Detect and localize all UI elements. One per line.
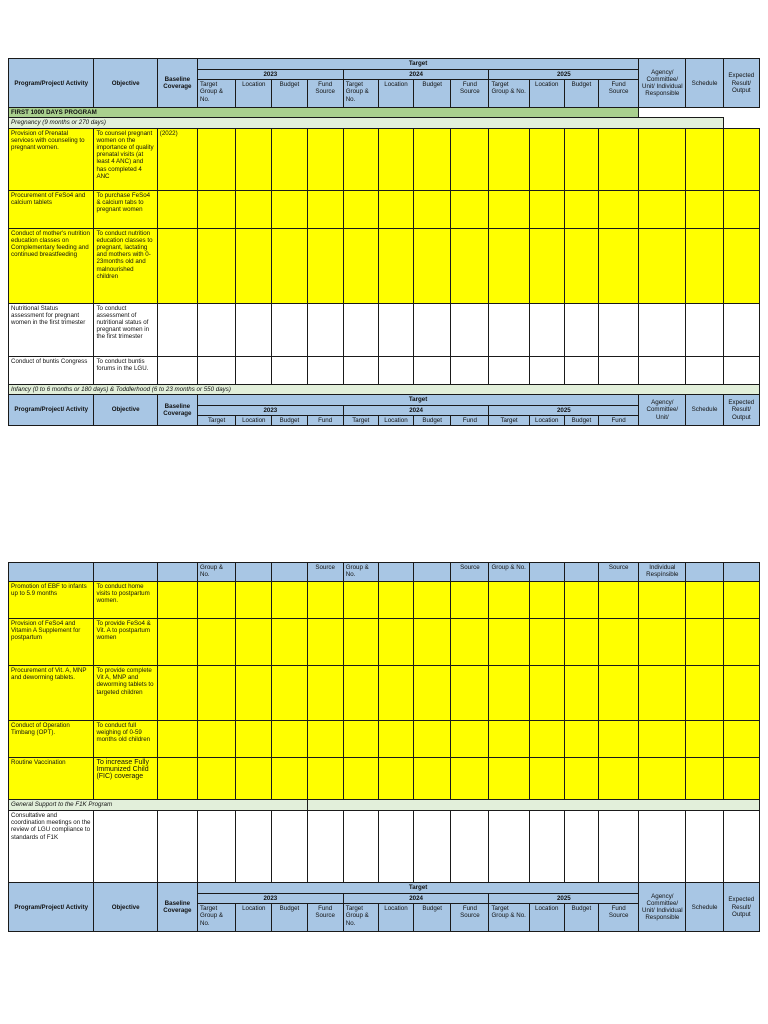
subhdr-target: Target — [343, 416, 378, 426]
table-row — [9, 619, 760, 666]
table-row — [9, 228, 760, 303]
header-year-2024: 2024 — [343, 894, 489, 904]
subhdr-location: Location — [529, 80, 564, 108]
subhdr-target-group: Target Group & No. — [197, 80, 235, 108]
section-title: FIRST 1000 DAYS PROGRAM — [9, 108, 639, 118]
header-objective: Objective — [94, 394, 157, 425]
header-baseline: Baseline Coverage — [157, 394, 197, 425]
objective-cell — [94, 811, 157, 883]
header-program: Program/Project/ Activity — [9, 883, 94, 932]
subhdr-target-group: Target Group & No. — [343, 80, 378, 108]
subhdr-budget: Budget — [564, 416, 598, 426]
objective-cell: To counsel pregnant women on the importance of quality prenatal visits (at least 4 ANC) and has completed 4 ANC — [94, 128, 157, 190]
subhdr-target: Target — [489, 416, 529, 426]
subhdr-budget: Budget — [272, 80, 307, 108]
objective-cell: To conduct nutrition education classes to pregnant, lactating and mothers with 0-23months old and malnourished children — [94, 228, 157, 303]
subhdr-budget: Budget — [414, 80, 451, 108]
header-expected: Expected Result/ Output — [723, 883, 759, 932]
table-row — [9, 758, 760, 800]
header-program: Program/Project/ Activity — [9, 59, 94, 108]
objective-cell: To conduct buntis forums in the LGU. — [94, 356, 157, 384]
program-cell: Provision of Prenatal services with counseling to pregnant women. — [9, 128, 94, 190]
subhdr-fund-source: Fund Source — [451, 904, 489, 932]
header-schedule: Schedule — [686, 59, 723, 108]
program-cell: Procurement of FeSo4 and calcium tablets — [9, 190, 94, 228]
cont-fund-source: Source — [307, 563, 343, 582]
subhdr-fund-source: Fund Source — [451, 80, 489, 108]
subhdr-location: Location — [378, 80, 413, 108]
table-row — [9, 303, 760, 356]
subhdr-target-group: Target Group & No. — [489, 80, 529, 108]
header-target: Target — [197, 883, 638, 894]
header-year-2023: 2023 — [197, 894, 343, 904]
header-expected: Expected Result/ Output — [723, 59, 759, 108]
objective-cell: To conduct assessment of nutritional status of pregnant women in the first trimester — [94, 303, 157, 356]
subhdr-fund-source: Fund Source — [307, 904, 343, 932]
header-year-2025: 2025 — [489, 70, 639, 80]
table-row — [9, 666, 760, 721]
header-target: Target — [197, 59, 638, 70]
cont-target-group: Group & No. — [343, 563, 378, 582]
program-cell: Conduct of Operation Timbang (OPT). — [9, 721, 94, 758]
subhdr-location: Location — [236, 904, 272, 932]
header-target: Target — [197, 394, 638, 405]
header-year-2024: 2024 — [343, 405, 489, 415]
program-cell: Procurement of Vit. A, MNP and deworming tablets. — [9, 666, 94, 721]
plan-table-page2 — [8, 562, 760, 932]
header-objective: Objective — [94, 883, 157, 932]
table-row — [9, 356, 760, 384]
subhdr-location: Location — [529, 416, 564, 426]
pregnancy-label: Pregnancy (9 months or 270 days) — [9, 118, 724, 128]
program-cell: Routine Vaccination — [9, 758, 94, 800]
table-row — [9, 811, 760, 883]
header-year-2025: 2025 — [489, 894, 639, 904]
subhdr-location: Location — [378, 904, 413, 932]
header-year-2025: 2025 — [489, 405, 639, 415]
objective-cell: To purchase FeSo4 & calcium tabs to pregnant women — [94, 190, 157, 228]
objective-cell: To conduct home visits to postpartum women. — [94, 582, 157, 619]
header-schedule: Schedule — [686, 883, 723, 932]
cont-fund-source: Source — [451, 563, 489, 582]
subhdr-budget: Budget — [272, 416, 307, 426]
header-baseline: Baseline Coverage — [157, 883, 197, 932]
subhdr-location: Location — [529, 904, 564, 932]
program-cell: Conduct of mother's nutrition education classes on Complementary feeding and continued breastfeeding — [9, 228, 94, 303]
cont-agency: Individual Respínsible — [639, 563, 686, 582]
table-row — [9, 190, 760, 228]
subhdr-fund: Fund — [307, 416, 343, 426]
subhdr-budget: Budget — [272, 904, 307, 932]
header-expected: Expected Result/ Output — [723, 394, 759, 425]
header-baseline: Baseline Coverage — [157, 59, 197, 108]
subhdr-location: Location — [236, 80, 272, 108]
header-objective: Objective — [94, 59, 157, 108]
program-cell: Conduct of buntis Congress — [9, 356, 94, 384]
subhdr-target-group: Target Group & No. — [343, 904, 378, 932]
header-agency: Agency/ Committee/ Unit/ Individual Responsible — [639, 883, 686, 932]
subhdr-budget: Budget — [414, 904, 451, 932]
subhdr-location: Location — [378, 416, 413, 426]
objective-cell: To provide complete Vit A, MNP and deworming tablets to targeted children — [94, 666, 157, 721]
header-schedule: Schedule — [686, 394, 723, 425]
header-agency: Agency/ Committee/ Unit/ Individual Responsible — [639, 59, 686, 108]
header-year-2024: 2024 — [343, 70, 489, 80]
header-agency: Agency/ Committee/ Unit/ — [639, 394, 686, 425]
header-year-2023: 2023 — [197, 405, 343, 415]
subhdr-target: Target — [197, 416, 235, 426]
general-label: General Support to the F1K Program — [9, 800, 308, 811]
program-cell: Promotion of EBF to infants up to 5.9 months — [9, 582, 94, 619]
cont-target-group: Group & No. — [197, 563, 235, 582]
subhdr-fund-source: Fund Source — [598, 80, 638, 108]
objective-cell: To conduct full weighing of 0-59 months old children — [94, 721, 157, 758]
subhdr-budget: Budget — [564, 904, 598, 932]
header-year-2023: 2023 — [197, 70, 343, 80]
objective-cell: To provide FeSo4 & Vit. A to postpartum women — [94, 619, 157, 666]
subhdr-budget: Budget — [564, 80, 598, 108]
table-row — [9, 128, 760, 190]
subhdr-fund: Fund — [451, 416, 489, 426]
subhdr-budget: Budget — [414, 416, 451, 426]
program-cell: Nutritional Status assessment for pregnant women in the first trimester — [9, 303, 94, 356]
subhdr-fund-source: Fund Source — [599, 904, 639, 932]
infancy-label: Infancy (0 to 6 months or 180 days) & Toddlerhood (6 to 23 months or 550 days) — [9, 384, 760, 394]
subhdr-target-group: Target Group & No. — [489, 904, 529, 932]
subhdr-fund: Fund — [598, 416, 638, 426]
subhdr-location: Location — [236, 416, 272, 426]
baseline-cell: (2022) — [157, 128, 197, 190]
table-row — [9, 582, 760, 619]
program-cell: Provision of FeSo4 and Vitamin A Supplement for postpartum — [9, 619, 94, 666]
subhdr-target-group: Target Group & No. — [197, 904, 235, 932]
plan-table-page1 — [8, 58, 760, 426]
cont-target-group: Group & No. — [489, 563, 529, 582]
table-row — [9, 721, 760, 758]
program-cell: Consultative and coordination meetings on the review of LGU compliance to standards of F1K — [9, 811, 94, 883]
header-program: Program/Project/ Activity — [9, 394, 94, 425]
cont-fund-source: Source — [599, 563, 639, 582]
subhdr-fund-source: Fund Source — [307, 80, 343, 108]
objective-cell: To increase Fully Immunized Child (FIC) coverage — [94, 758, 157, 800]
